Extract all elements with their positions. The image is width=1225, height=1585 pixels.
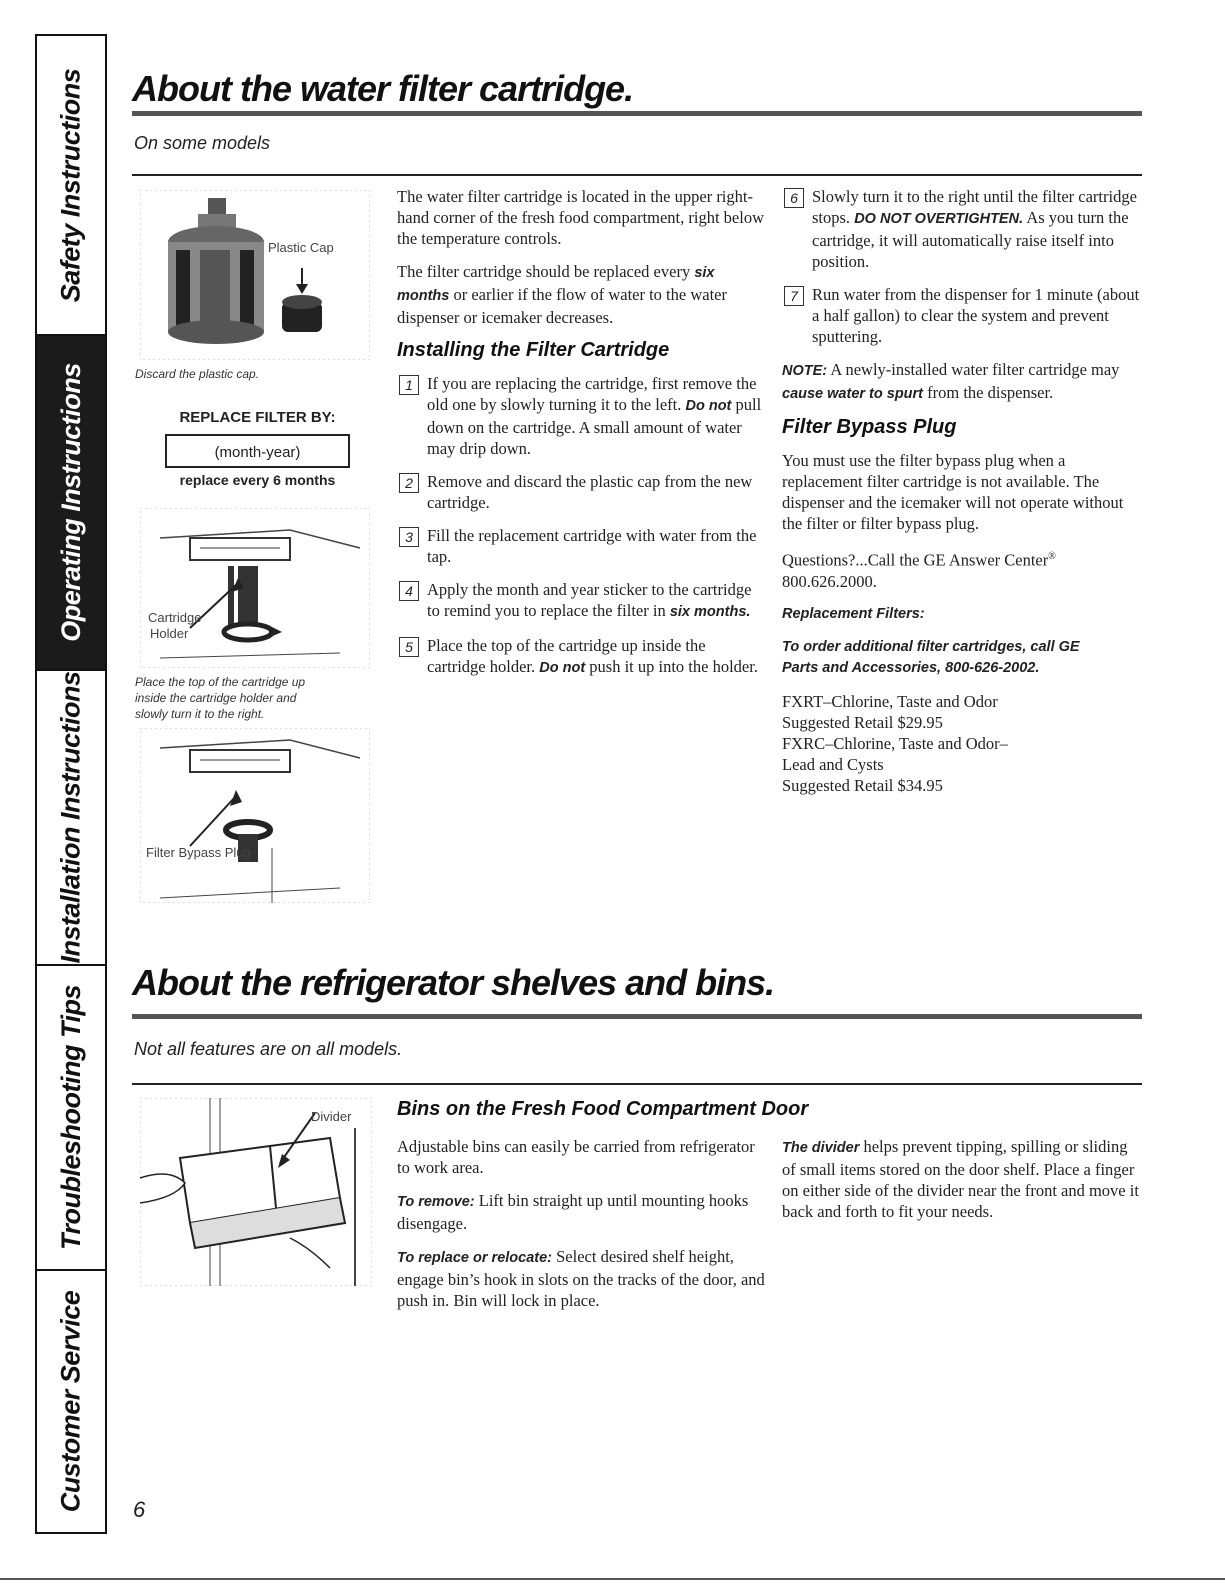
product-fxrt: FXRT–Chlorine, Taste and Odor	[782, 691, 998, 711]
step-number-icon: 3	[399, 527, 419, 547]
section-subtitle: Not all features are on all models.	[134, 1039, 403, 1059]
caption2-line2: inside the cartridge holder and	[135, 691, 297, 705]
bypass-plug-label: Filter Bypass Plug	[146, 845, 251, 860]
bypass-plug-illustration	[140, 728, 370, 903]
paragraph-replacement-interval: The filter cartridge should be replaced every six months or earlier if the flow of water to the water dispenser or icemaker decreases.	[397, 262, 727, 327]
paragraph-to-remove: To remove: Lift bin straight up until mounting hooks disengage.	[397, 1191, 749, 1233]
cartridge-label-line1: Cartridge	[148, 610, 202, 625]
paragraph-bypass-plug: You must use the filter bypass plug when a replacement filter cartridge is not available. The dispenser and the icemaker will not operate without the filter or filter bypass plug.	[782, 451, 1124, 533]
step-number-icon: 6	[784, 188, 804, 208]
plastic-cap-label: Plastic Cap	[268, 240, 334, 255]
side-tab-nav	[35, 34, 107, 1534]
paragraph-location: The water filter cartridge is located in the upper right-hand corner of the fresh food compartment, right below the temperature controls.	[397, 187, 765, 248]
subtitle-rule	[132, 174, 1142, 176]
caption2-line1: Place the top of the cartridge up	[135, 675, 306, 689]
figure-caption-discard-cap: Discard the plastic cap.	[135, 367, 260, 381]
section1-column-middle	[397, 186, 767, 691]
paragraph-questions: Questions?...Call the GE Answer Center® 800.626.2000.	[782, 550, 1056, 591]
step-number-icon: 4	[399, 581, 419, 601]
install-step-6: 6 Slowly turn it to the right until the filter cartridge stops. DO NOT OVERTIGHTEN. As you turn the cartridge, it will automatically raise itself into position.	[782, 186, 1142, 272]
sticker-date-box: (month-year)	[165, 434, 350, 468]
paragraph-divider: The divider helps prevent tipping, spilling or sliding of small items stored on the door shelf. Place a finger on either side of the divider near the front and move it back and forth to fit your needs.	[782, 1137, 1139, 1221]
install-step-7: 7 Run water from the dispenser for 1 minute (about a half gallon) to clear the system and prevent sputtering.	[782, 284, 1142, 347]
tab-customer-service[interactable]: Customer Service	[55, 1290, 86, 1513]
tab-troubleshooting-tips[interactable]: Troubleshooting Tips	[37, 966, 105, 1271]
section2-column-middle	[397, 1136, 767, 1323]
product-fxrc: FXRC–Chlorine, Taste and Odor–	[782, 733, 1008, 753]
step-number-icon: 5	[399, 637, 419, 657]
step-number-icon: 1	[399, 375, 419, 395]
cartridge-label-line2: Holder	[150, 626, 189, 641]
product-fxrc-cont: Lead and Cysts	[782, 754, 884, 774]
heading-replacement-filters: Replacement Filters:	[782, 605, 925, 622]
section-subtitle: On some models	[134, 133, 271, 153]
tab-operating-instructions[interactable]: Operating Instructions	[37, 336, 105, 671]
price-fxrc: Suggested Retail $34.95	[782, 775, 943, 795]
section-title-shelves-bins: About the refrigerator shelves and bins.	[132, 962, 775, 1003]
page-number: 6	[133, 1497, 146, 1522]
tab-installation-instructions[interactable]: Installation Instructions	[37, 671, 105, 966]
section2-column-right	[782, 1136, 1142, 1234]
step-number-icon: 2	[399, 473, 419, 493]
divider-label: Divider	[311, 1109, 352, 1124]
product-list	[782, 691, 1142, 796]
subtitle-rule	[132, 1083, 1142, 1085]
install-step-2: 2 Remove and discard the plastic cap from the new cartridge.	[397, 471, 767, 513]
caption2-line3: slowly turn it to the right.	[135, 707, 265, 721]
sticker-title: REPLACE FILTER BY:	[179, 409, 336, 426]
note-paragraph: NOTE: A newly-installed water filter cartridge may cause water to spurt from the dispenser.	[782, 360, 1120, 402]
page-bottom-rule	[0, 1578, 1225, 1580]
heading-installing-filter: Installing the Filter Cartridge	[397, 339, 670, 361]
title-rule	[132, 1014, 1142, 1019]
cartridge-holder-illustration	[140, 508, 370, 668]
step-number-icon: 7	[784, 286, 804, 306]
paragraph-to-replace: To replace or relocate: Select desired shelf height, engage bin’s hook in slots on the tracks of the door, and push in. Bin will lock in place.	[397, 1247, 765, 1310]
price-fxrt: Suggested Retail $29.95	[782, 712, 943, 732]
install-step-1: 1 If you are replacing the cartridge, first remove the old one by slowly turning it to the left. Do not pull down on the cartridge. A small amount of water may drip down.	[397, 373, 767, 459]
install-step-5: 5 Place the top of the cartridge up inside the cartridge holder. Do not push it up into the holder.	[397, 635, 767, 679]
replace-filter-sticker	[150, 403, 365, 493]
section1-column-right	[782, 186, 1142, 796]
title-rule	[132, 111, 1142, 116]
tab-safety-instructions[interactable]: Safety Instructions	[37, 36, 105, 336]
filter-cartridge-illustration	[140, 190, 370, 360]
section-title-water-filter: About the water filter cartridge.	[132, 68, 634, 109]
door-bin-illustration	[140, 1098, 372, 1286]
sticker-note: replace every 6 months	[179, 472, 336, 488]
heading-bins-door: Bins on the Fresh Food Compartment Door	[397, 1098, 809, 1120]
order-info: To order additional filter cartridges, call GE Parts and Accessories, 800-626-2002.	[782, 638, 1080, 676]
install-step-3: 3 Fill the replacement cartridge with water from the tap.	[397, 525, 767, 567]
paragraph-bins-adjustable: Adjustable bins can easily be carried from refrigerator to work area.	[397, 1137, 755, 1177]
install-step-4: 4 Apply the month and year sticker to the cartridge to remind you to replace the filter in six months.	[397, 579, 767, 623]
heading-filter-bypass-plug: Filter Bypass Plug	[782, 416, 957, 438]
